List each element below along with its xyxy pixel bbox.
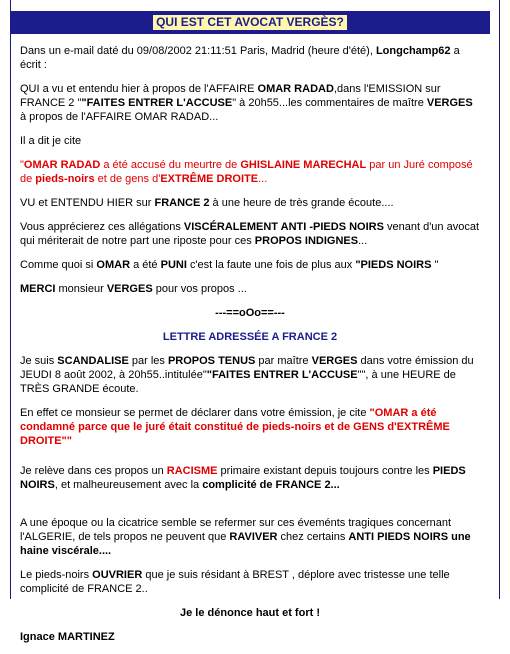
paragraph-11 — [20, 464, 480, 492]
text: pieds-noirs — [35, 173, 95, 185]
text: , et malheureusement avec la — [54, 479, 203, 491]
paragraph-5 — [20, 196, 480, 210]
paragraph-3: Il a dit je cite — [20, 135, 82, 147]
paragraph-8 — [20, 282, 480, 296]
text: Comme quoi si — [20, 259, 97, 271]
text: a écrit : — [20, 45, 460, 71]
signature — [20, 630, 480, 644]
author-name: Longchamp62 — [375, 45, 451, 57]
text: OUVRIER — [92, 569, 143, 581]
text: chez certains — [277, 531, 349, 543]
section-divider — [20, 306, 480, 320]
text: OMAR RADAD — [23, 159, 101, 171]
paragraph-9 — [20, 354, 480, 396]
text: Vous apprécierez ces allégations — [20, 221, 184, 233]
text: VERGES — [106, 283, 153, 295]
text: A une époque ou la cicatrice semble se refermer sur ces éveménts tragiques concernant l'ALGERIE, de tels propos ne peuvent que — [20, 517, 452, 543]
text: FRANCE 2 — [154, 197, 210, 209]
divider-text: ---==oOo==--- — [215, 307, 285, 319]
page-title: QUI EST CET AVOCAT VERGÈS? — [153, 15, 347, 30]
signature-name: Ignace MARTINEZ — [20, 631, 115, 643]
text: "FAITES ENTRER L'ACCUSE — [206, 369, 358, 381]
text: complicité de FRANCE 2... — [202, 479, 340, 491]
text: Le pieds-noirs — [20, 569, 93, 581]
text: "PIEDS NOIRS — [355, 259, 432, 271]
paragraph-12 — [20, 516, 480, 558]
text: VERGES — [311, 355, 358, 367]
text: Je relève dans ces propos un — [20, 465, 167, 477]
quoted-statement: "OMAR a été condamné parce que le juré était constitué de pieds-noirs et de GENS d'EXTRÊME DROITE"" — [20, 407, 450, 447]
text: SCANDALISE — [57, 355, 129, 367]
text: "FAITES ENTRER L'ACCUSE — [81, 97, 233, 109]
text: EXTRÊME DROITE — [160, 173, 259, 185]
text: à propos de l'AFFAIRE OMAR RADAD... — [20, 111, 219, 123]
text: Dans un e-mail daté du 09/08/2002 21:11:51 Paris, Madrid (heure d'été), — [20, 45, 376, 57]
text: primaire existant depuis toujours contre les — [217, 465, 433, 477]
closing-text: Je le dénonce haut et fort ! — [180, 607, 320, 619]
paragraph-13 — [20, 568, 480, 596]
paragraph-7 — [20, 258, 480, 272]
text: ANTI PIEDS NOIRS une haine viscérale.... — [20, 531, 471, 557]
text: VERGES — [426, 97, 473, 109]
text: OMAR — [96, 259, 131, 271]
text: OMAR RADAD — [257, 83, 334, 95]
text: Je suis — [20, 355, 58, 367]
text: et de gens d' — [94, 173, 161, 185]
text: " — [20, 159, 24, 171]
text: que je suis résidant à BREST , déplore avec tristesse une telle complicité de FRANCE 2.. — [20, 569, 450, 595]
text: VU et ENTENDU HIER sur — [20, 197, 155, 209]
text: à une heure de très grande écoute.... — [209, 197, 394, 209]
text: RAVIVER — [229, 531, 278, 543]
text: par maître — [255, 355, 312, 367]
paragraph-6 — [20, 220, 480, 248]
quote-paragraph — [20, 158, 480, 186]
text: c'est la faute une fois de plus aux — [186, 259, 356, 271]
text: venant d'un avocat qui mériterait de notre part une riposte pour ces — [20, 221, 480, 247]
text: VISCÉRALEMENT ANTI -PIEDS NOIRS — [183, 221, 384, 233]
text: QUI a vu et entendu hier à propos de l'AFFAIRE — [20, 83, 258, 95]
text: a été — [130, 259, 161, 271]
article-body — [20, 44, 480, 654]
text: ... — [258, 173, 268, 185]
title-banner — [10, 11, 490, 34]
text: ... — [358, 235, 368, 247]
text: ,dans l'EMISSION sur FRANCE 2 " — [20, 83, 441, 109]
text: En effet ce monsieur se permet de déclarer dans votre émission, je cite — [20, 407, 370, 419]
text: monsieur — [55, 283, 107, 295]
text: a été accusé du meurtre de — [100, 159, 241, 171]
text: MERCI — [20, 283, 56, 295]
text: " à 20h55...les commentaires de maître — [232, 97, 427, 109]
text: GHISLAINE MARECHAL — [240, 159, 367, 171]
intro-paragraph — [20, 44, 480, 72]
text: PUNI — [160, 259, 187, 271]
text: par les — [128, 355, 168, 367]
text: "", à une HEURE de TRÈS GRANDE écoute. — [20, 369, 456, 395]
text: PROPOS TENUS — [167, 355, 256, 367]
letter-heading: LETTRE ADRESSÉE A FRANCE 2 — [162, 331, 338, 343]
text: dans votre émission du JEUDI 8 août 2002, à 20h55..intitulée" — [20, 355, 474, 381]
text: PROPOS INDIGNES — [254, 235, 359, 247]
text: par un Juré composé de — [20, 159, 473, 185]
text: " — [431, 259, 439, 271]
text: pour vos propos ... — [152, 283, 247, 295]
paragraph-2 — [20, 82, 480, 124]
text: RACISME — [166, 465, 218, 477]
paragraph-10 — [20, 406, 480, 448]
text: PIEDS NOIRS — [20, 465, 466, 491]
closing-line — [20, 606, 480, 620]
